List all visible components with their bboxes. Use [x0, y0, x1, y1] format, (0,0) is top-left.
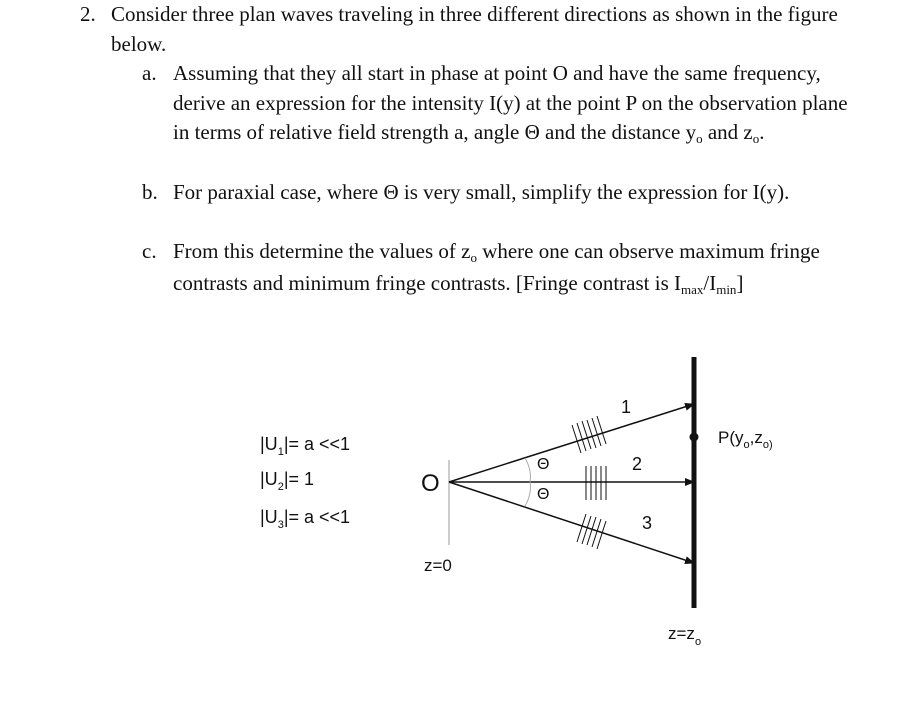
- question-number: 2.: [80, 2, 96, 26]
- u3-label: $|U_3|= a <<1$: [260, 507, 351, 531]
- part-b-text: For paraxial case, where Θ is very small, simplify the expression for I(y).: [173, 180, 790, 204]
- theta-bottom: Θ: [537, 486, 550, 503]
- u1-label: $|U_1|= a <<1$: [260, 434, 351, 458]
- part-c-text-4: ]: [736, 270, 744, 295]
- angle-arc-bottom: [525, 482, 530, 506]
- part-b-label: b.: [142, 180, 158, 204]
- point-p-marker: [690, 433, 699, 442]
- part-a-text-1: Assuming that they all start in phase at point O and have the same frequency, derive an expression for the intensity I(y) at the point P on the observation plane in terms of relative field strength a, angle Θ and the distance y: [173, 61, 848, 144]
- part-c-sub-min: min: [716, 281, 737, 297]
- ray-1-label: 1: [621, 397, 632, 417]
- origin-label: O: [421, 470, 440, 497]
- angle-arc-top: [525, 458, 530, 482]
- part-a-text-3: .: [759, 120, 765, 144]
- part-a-sub-o2: o: [752, 131, 760, 146]
- ray-2-label: 2: [632, 454, 643, 474]
- zo-label: $z=z_o$: [668, 624, 702, 648]
- wavefronts-ray-2: [586, 466, 606, 500]
- z0-label: z=0: [424, 556, 452, 575]
- theta-top: Θ: [537, 456, 550, 473]
- part-c-sub-max: max: [680, 281, 704, 297]
- ray-3: [449, 482, 694, 563]
- point-p-label: $P(y_o,z_{o)}$: [718, 428, 773, 451]
- part-a-text-2: and z: [702, 120, 753, 144]
- part-c-sub-o: o: [470, 250, 477, 265]
- part-a-sub-o1: o: [696, 131, 703, 146]
- question-intro: Consider three plan waves traveling in three different directions as shown in the figure below.: [111, 2, 838, 56]
- part-c-text-2: where one can observe maximum fringe contrasts and minimum fringe contrasts. [Fringe contrast is I: [173, 239, 820, 295]
- part-c-text-3: /I: [703, 270, 717, 295]
- part-c-text-1: From this determine the values of z: [173, 239, 471, 263]
- ray-3-label: 3: [642, 513, 653, 533]
- wavefronts-ray-1: [572, 416, 606, 453]
- part-c-label: c.: [142, 239, 157, 263]
- part-a-label: a.: [142, 61, 157, 85]
- ray-1: [449, 404, 694, 482]
- u2-label: $|U_2|= 1$: [260, 469, 315, 493]
- wavefronts-ray-3: [577, 514, 606, 549]
